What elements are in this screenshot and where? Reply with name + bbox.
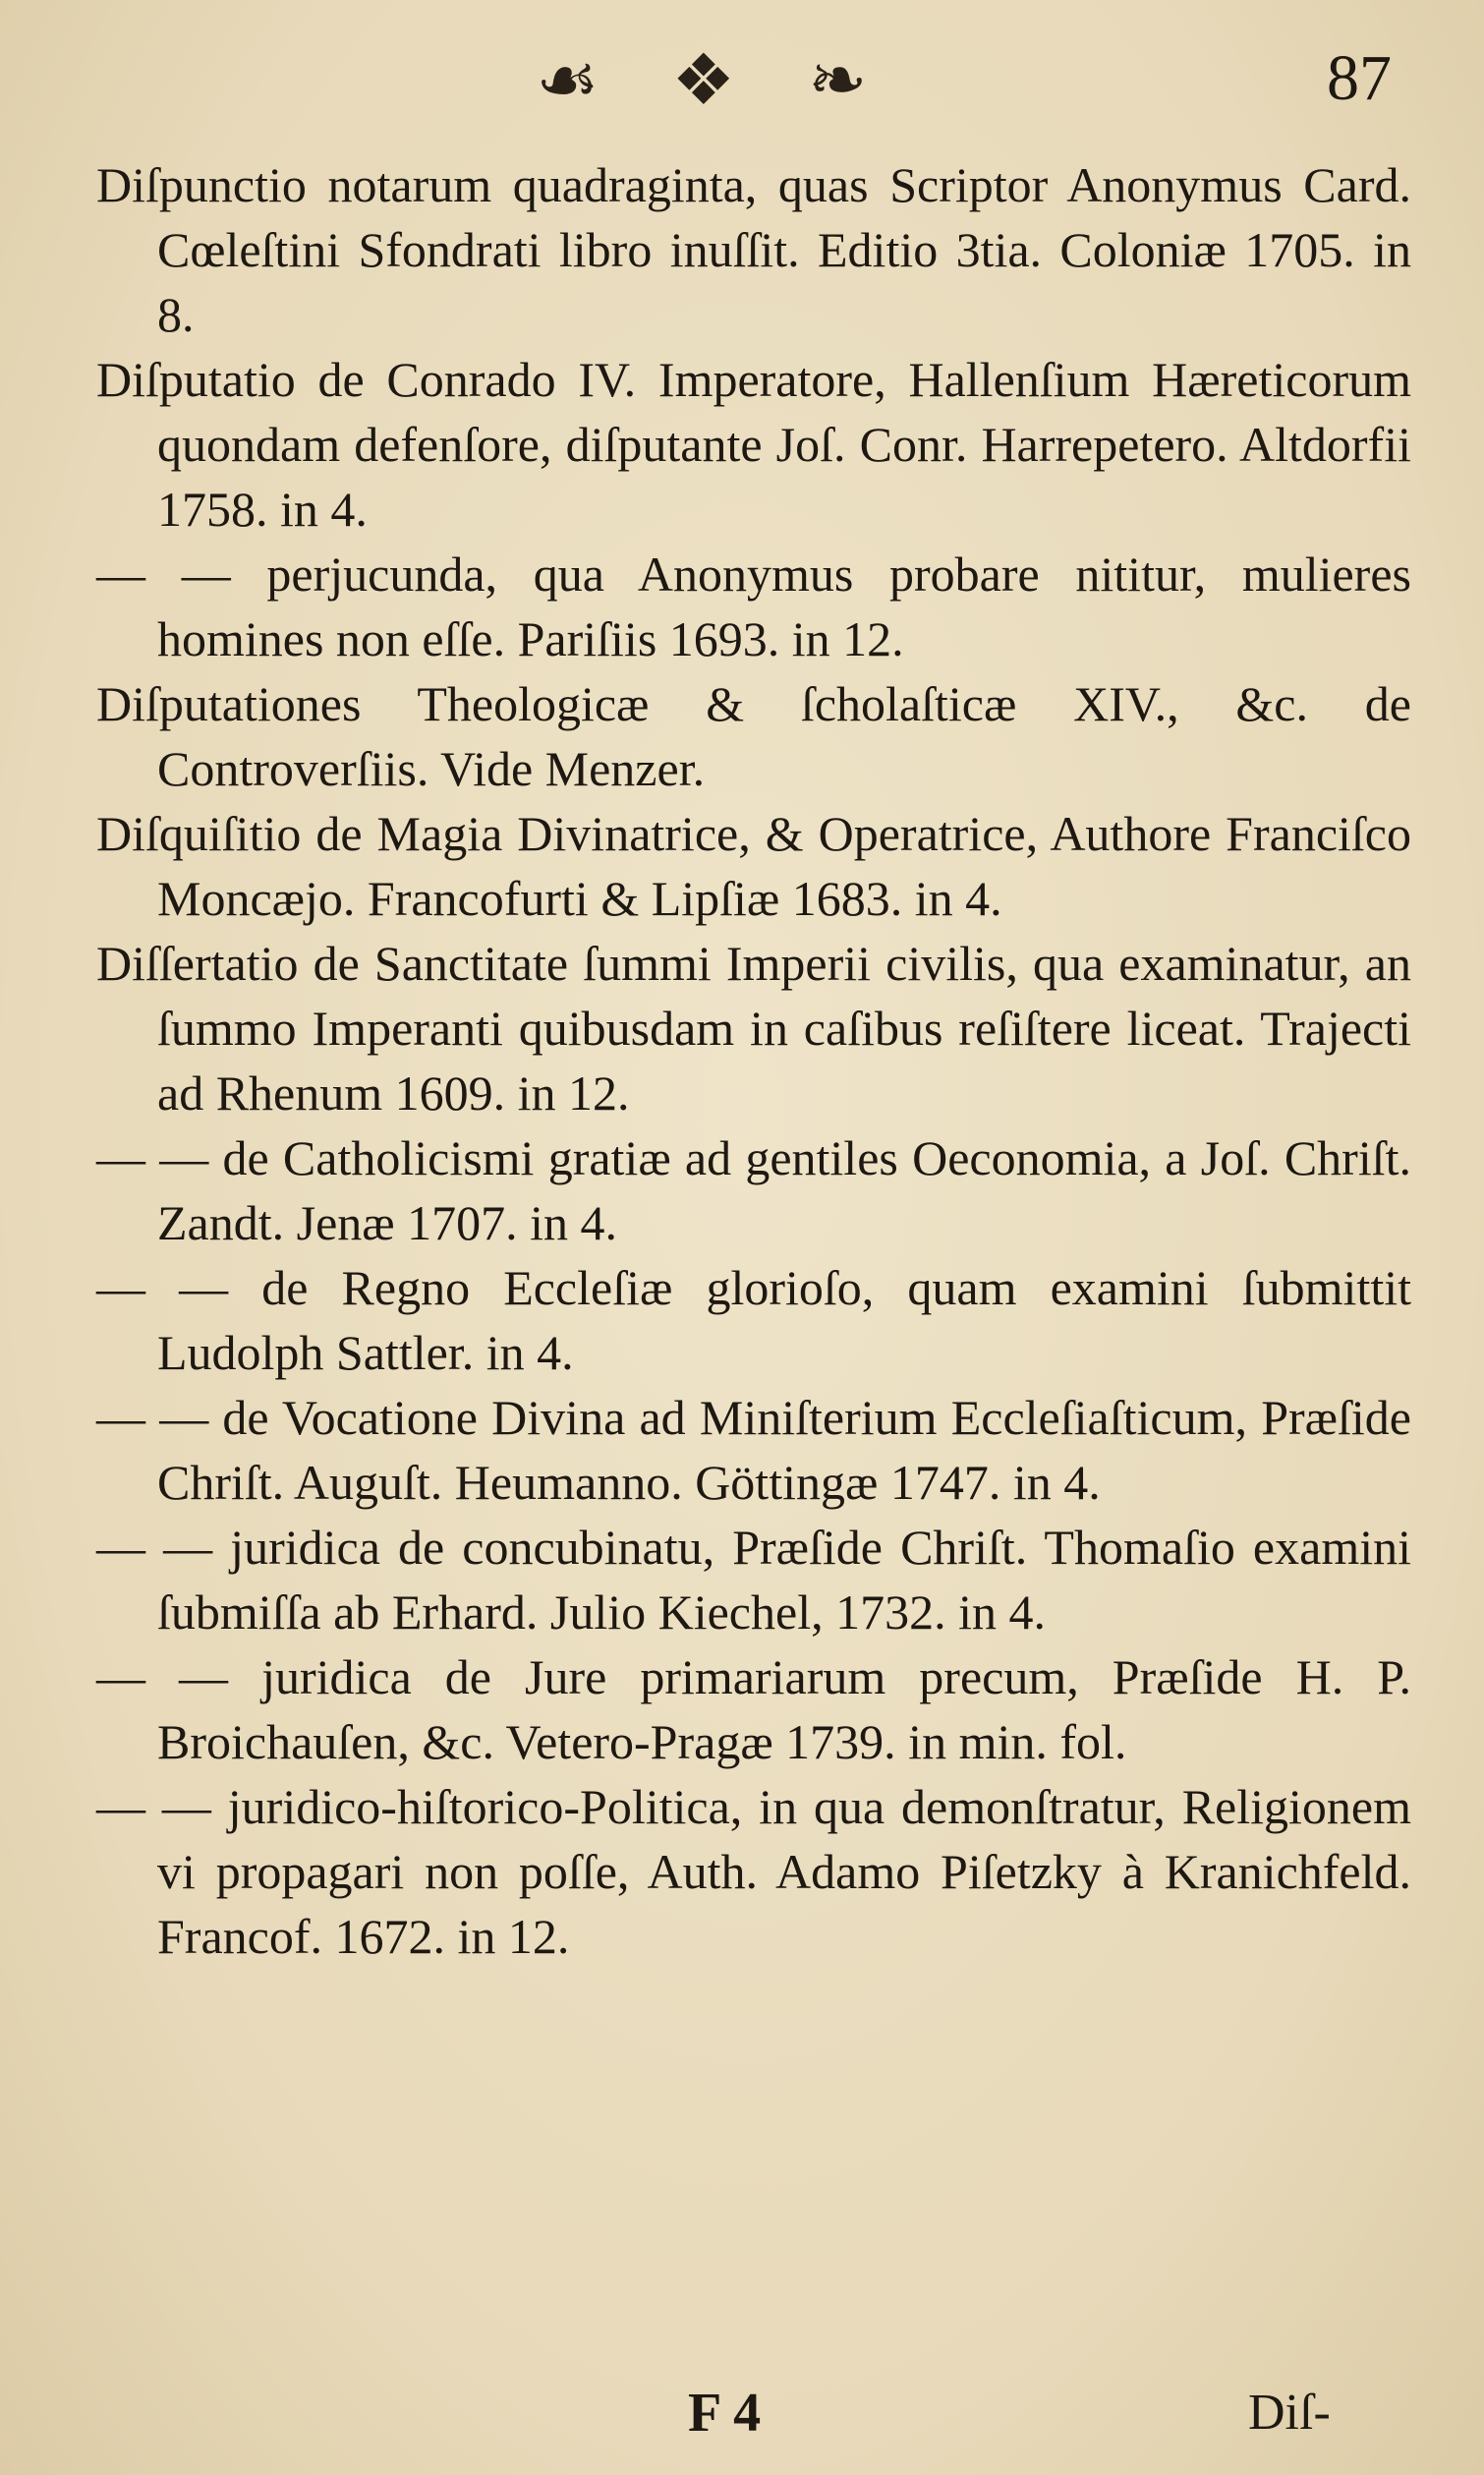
entry-regno: — — de Regno Eccleſiæ glorioſo, quam examini ſubmittit Ludolph Sattler. in 4. bbox=[96, 1260, 1411, 1380]
bibliography-entries bbox=[96, 152, 1411, 1969]
entry-disputationes: Diſputationes Theologicæ & ſcholaſticæ XIV., &c. de Controverſiis. Vide Menzer. bbox=[96, 676, 1411, 796]
entry-dissertatio-sanctitate: Diſſertatio de Sanctitate ſummi Imperii civilis, qua examinatur, an ſummo Imperanti quibusdam in caſibus reſiſtere liceat. Trajecti ad Rhenum 1609. in 12. bbox=[96, 936, 1411, 1121]
catchword: Diſ- bbox=[1248, 2385, 1331, 2441]
page-number: 87 bbox=[1327, 42, 1392, 114]
entry-perjucunda: — — perjucunda, qua Anonymus probare nititur, mulieres homines non eſſe. Pariſiis 1693. in 12. bbox=[96, 547, 1411, 666]
entry-dispunctio: Diſpunctio notarum quadraginta, quas Scriptor Anonymus Card. Cœleſtini Sfondrati libro inuſſit. Editio 3tia. Coloniæ 1705. in 8. bbox=[96, 157, 1411, 342]
header-ornament: ☙ ❖ ❧ bbox=[536, 41, 895, 120]
entry-juridico-historico: — — juridico-hiſtorico-Politica, in qua demonſtratur, Religionem vi propagari non poſſe, Auth. Adamo Piſetzky à Kranichfeld. Francof. 1672. in 12. bbox=[96, 1779, 1411, 1964]
entry-vocatione: — — de Vocatione Divina ad Miniſterium Eccleſiaſticum, Præſide Chriſt. Auguſt. Heumanno. Göttingæ 1747. in 4. bbox=[96, 1390, 1411, 1510]
entry-disquisitio: Diſquiſitio de Magia Divinatrice, & Operatrice, Authore Franciſco Moncæjo. Francofurti & Lipſiæ 1683. in 4. bbox=[96, 806, 1411, 926]
signature-mark: F 4 bbox=[688, 2383, 762, 2444]
entry-concubinatu: — — juridica de concubinatu, Præſide Chriſt. Thomaſio examini ſubmiſſa ab Erhard. Julio Kiechel, 1732. in 4. bbox=[96, 1520, 1411, 1640]
page-header bbox=[0, 22, 1484, 120]
page-footer bbox=[0, 2379, 1484, 2457]
entry-disputatio-conrado: Diſputatio de Conrado IV. Imperatore, Hallenſium Hæreticorum quondam defenſore, diſputante Joſ. Conr. Harrepetero. Altdorfii 1758. in 4. bbox=[96, 352, 1411, 537]
entry-catholicismi: — — de Catholicismi gratiæ ad gentiles Oeconomia, a Joſ. Chriſt. Zandt. Jenæ 1707. in 4. bbox=[96, 1130, 1411, 1250]
entry-jure-precum: — — juridica de Jure primariarum precum, Præſide H. P. Broichauſen, &c. Vetero-Pragæ 1739. in min. fol. bbox=[96, 1649, 1411, 1769]
